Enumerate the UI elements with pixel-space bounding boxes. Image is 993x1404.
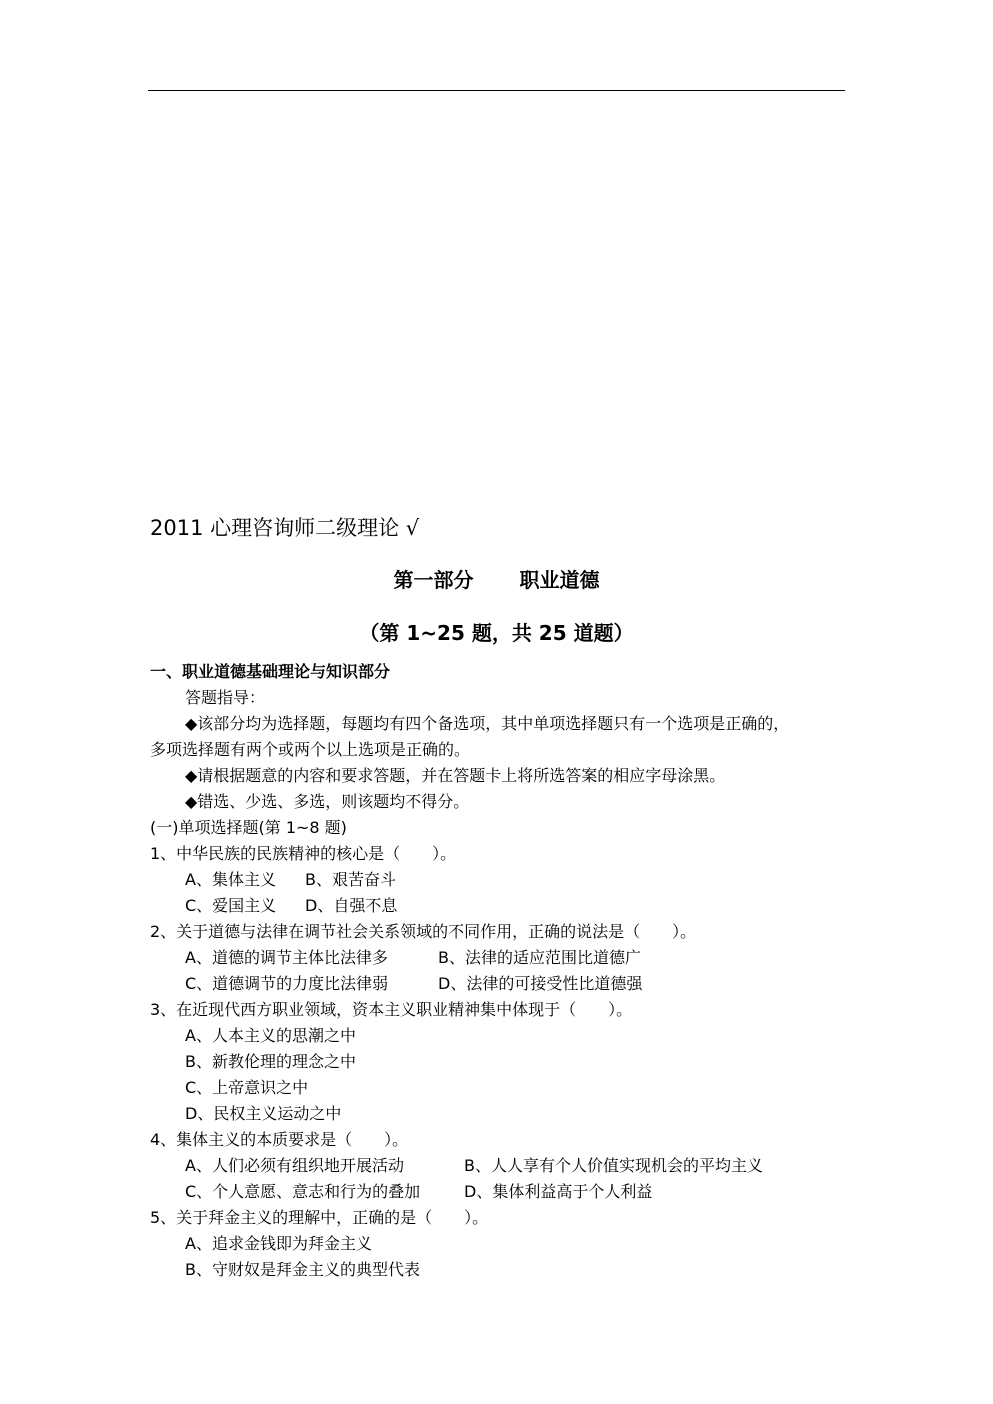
question-option: B、人人享有个人价值实现机会的平均主义 xyxy=(464,1156,763,1175)
part-subheading: （第 1~25 题，共 25 道题） xyxy=(359,621,634,645)
question-option: D、自强不息 xyxy=(305,896,398,915)
instruction-line: 多项选择题有两个或两个以上选项是正确的。 xyxy=(150,740,471,759)
instruction-line: ◆该部分均为选择题，每题均有四个备选项，其中单项选择题只有一个选项是正确的， xyxy=(185,714,790,733)
part-heading-left: 第一部分 xyxy=(393,568,474,592)
question-option: B、守财奴是拜金主义的典型代表 xyxy=(185,1260,420,1279)
part-heading-right: 职业道德 xyxy=(519,568,600,592)
question-option: A、人本主义的思潮之中 xyxy=(185,1026,356,1045)
question-stem: 1、中华民族的民族精神的核心是（ ）。 xyxy=(150,844,457,863)
header-rule xyxy=(148,90,845,91)
question-option: B、新教伦理的理念之中 xyxy=(185,1052,356,1071)
question-stem: 2、关于道德与法律在调节社会关系领域的不同作用，正确的说法是（ ）。 xyxy=(150,922,697,941)
question-stem: 3、在近现代西方职业领域，资本主义职业精神集中体现于（ ）。 xyxy=(150,1000,633,1019)
instruction-line: ◆请根据题意的内容和要求答题，并在答题卡上将所选答案的相应字母涂黑。 xyxy=(185,766,726,785)
document-title: 2011 心理咨询师二级理论 √ xyxy=(150,516,420,540)
question-option: B、艰苦奋斗 xyxy=(305,870,396,889)
question-option: C、个人意愿、意志和行为的叠加 xyxy=(185,1182,421,1201)
question-option: C、道德调节的力度比法律弱 xyxy=(185,974,389,993)
instruction-line: ◆错选、少选、多选，则该题均不得分。 xyxy=(185,792,470,811)
question-option: D、集体利益高于个人利益 xyxy=(464,1182,653,1201)
question-option: A、人们必须有组织地开展活动 xyxy=(185,1156,404,1175)
question-stem: 4、集体主义的本质要求是（ ）。 xyxy=(150,1130,409,1149)
question-option: C、上帝意识之中 xyxy=(185,1078,309,1097)
part-heading xyxy=(0,566,993,594)
question-option: A、追求金钱即为拜金主义 xyxy=(185,1234,372,1253)
question-option: A、道德的调节主体比法律多 xyxy=(185,948,388,967)
question-option: B、法律的适应范围比道德广 xyxy=(438,948,641,967)
question-option: D、法律的可接受性比道德强 xyxy=(438,974,643,993)
question-stem: 5、关于拜金主义的理解中，正确的是（ ）。 xyxy=(150,1208,489,1227)
question-option: D、民权主义运动之中 xyxy=(185,1104,342,1123)
guide-label: 答题指导： xyxy=(185,688,266,707)
section-title: 一、职业道德基础理论与知识部分 xyxy=(150,662,391,681)
question-option: A、集体主义 xyxy=(185,870,276,889)
question-option: C、爱国主义 xyxy=(185,896,277,915)
subsection-title: (一)单项选择题(第 1~8 题) xyxy=(150,818,347,837)
